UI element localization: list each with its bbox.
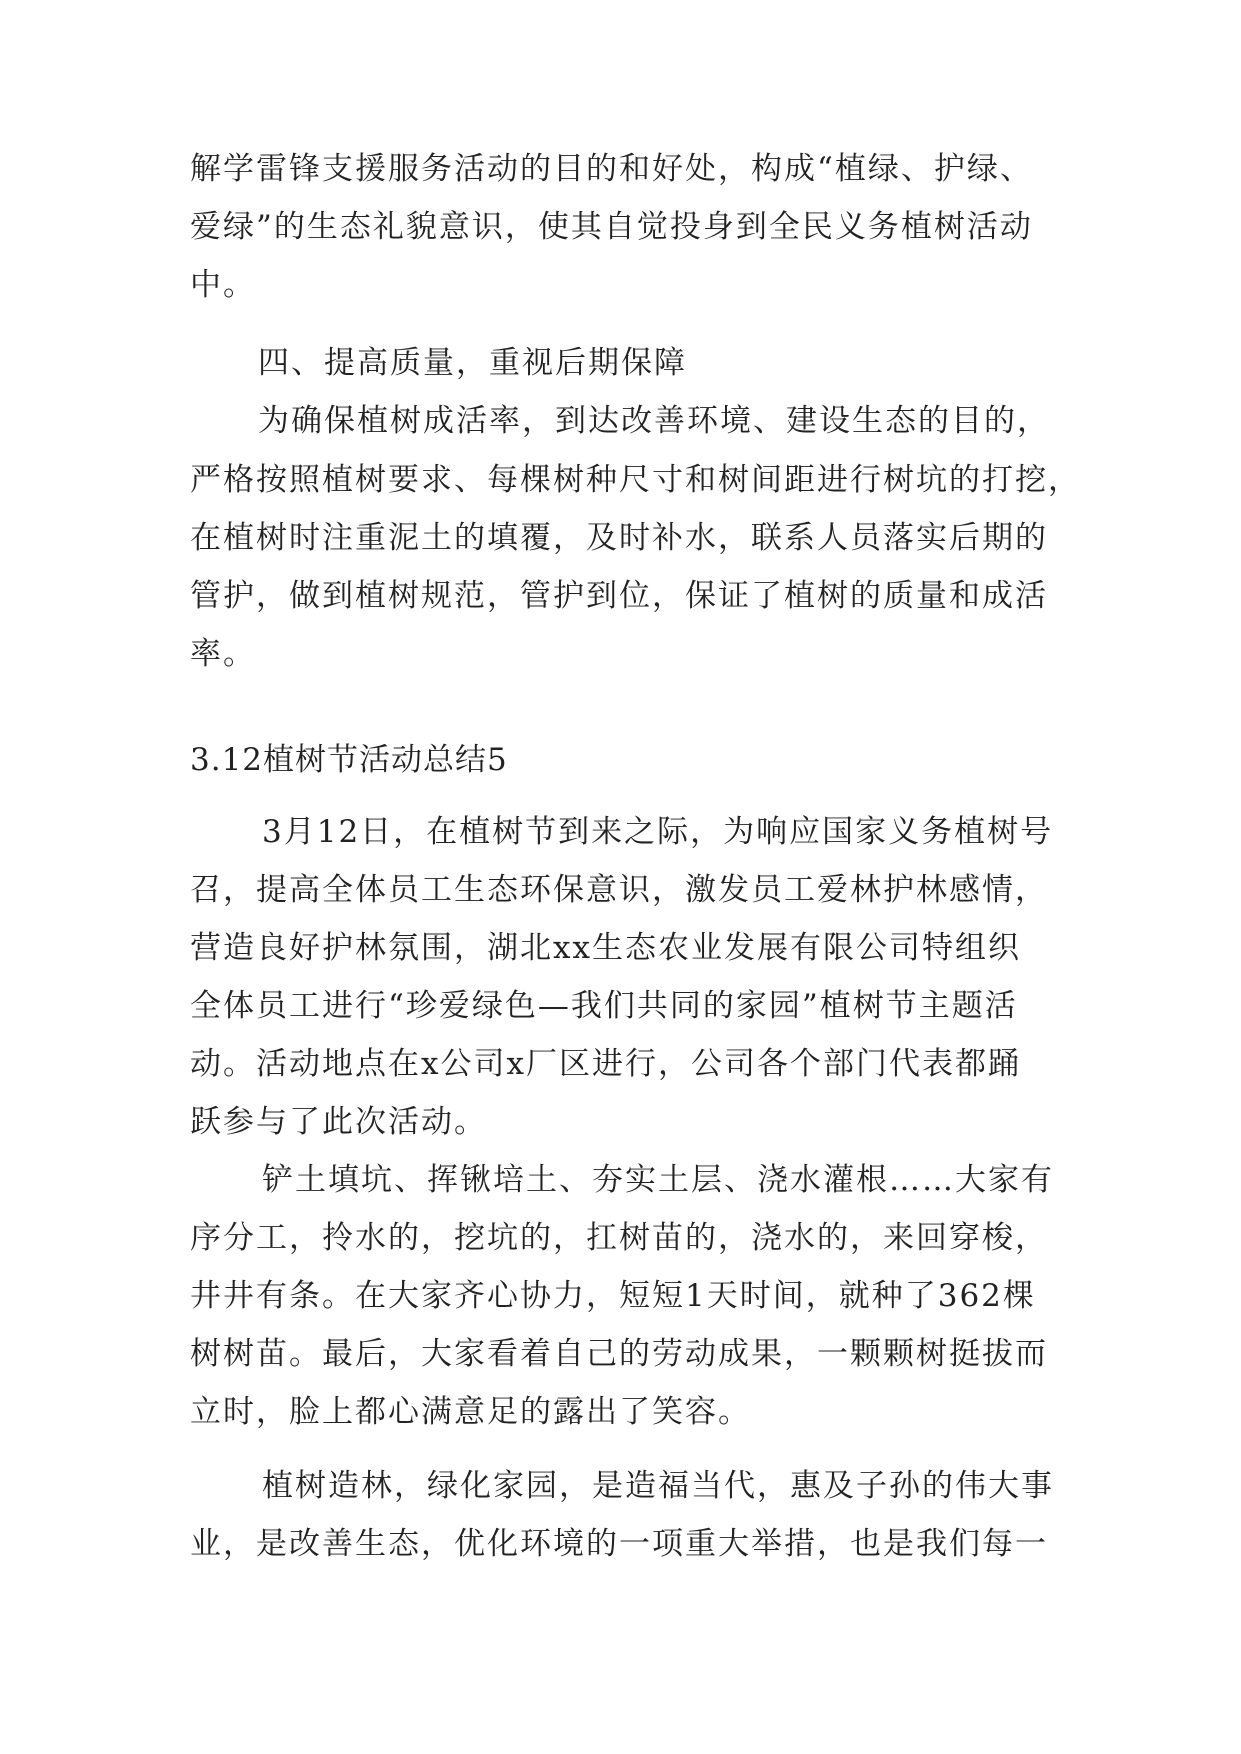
body-text-line: 立时，脸上都心满意足的露出了笑容。 bbox=[190, 1394, 751, 1430]
body-text-line: 营造良好护林氛围，湖北xx生态农业发展有限公司特组织 bbox=[190, 930, 1021, 966]
body-text-line: 全体员工进行“珍爱绿色—我们共同的家园”植树节主题活 bbox=[190, 988, 1018, 1024]
body-text-line: 树树苗。最后，大家看着自己的劳动成果，一颗颗树挺拔而 bbox=[190, 1336, 1048, 1372]
body-text-line: 严格按照植树要求、每棵树种尺寸和树间距进行树坑的打挖， bbox=[190, 462, 1081, 498]
body-text-line: 在植树时注重泥土的填覆，及时补水，联系人员落实后期的 bbox=[190, 520, 1048, 556]
body-text-line: 爱绿”的生态礼貌意识，使其自觉投身到全民义务植树活动 bbox=[190, 209, 1033, 245]
body-text-line: 召，提高全体员工生态环保意识，激发员工爱林护林感情， bbox=[190, 872, 1048, 908]
article-title: 3.12植树节活动总结5 bbox=[190, 742, 508, 778]
body-text-line: 动。活动地点在x公司x厂区进行，公司各个部门代表都踊 bbox=[190, 1046, 1021, 1082]
body-text-line: 业，是改善生态，优化环境的一项重大举措，也是我们每一 bbox=[190, 1526, 1048, 1562]
body-text-line: 3月12日，在植树节到来之际，为响应国家义务植树号 bbox=[262, 814, 1054, 850]
body-text-line: 跃参与了此次活动。 bbox=[190, 1104, 487, 1140]
body-text-line: 植树造林，绿化家园，是造福当代，惠及子孙的伟大事 bbox=[262, 1468, 1054, 1504]
body-text-line: 为确保植树成活率，到达改善环境、建设生态的目的， bbox=[258, 403, 1050, 439]
body-text-line: 铲土填坑、挥锹培土、夯实土层、浇水灌根……大家有 bbox=[262, 1162, 1054, 1198]
body-text-line: 序分工，拎水的，挖坑的，扛树苗的，浇水的，来回穿梭， bbox=[190, 1220, 1048, 1256]
body-text-line: 中。 bbox=[190, 267, 256, 303]
body-text-line: 井井有条。在大家齐心协力，短短1天时间，就种了362棵 bbox=[190, 1278, 1036, 1314]
body-text-line: 解学雷锋支援服务活动的目的和好处，构成“植绿、护绿、 bbox=[190, 151, 1033, 187]
section-heading: 四、提高质量，重视后期保障 bbox=[258, 345, 687, 381]
body-text-line: 率。 bbox=[190, 636, 256, 672]
body-text-line: 管护，做到植树规范，管护到位，保证了植树的质量和成活 bbox=[190, 578, 1048, 614]
